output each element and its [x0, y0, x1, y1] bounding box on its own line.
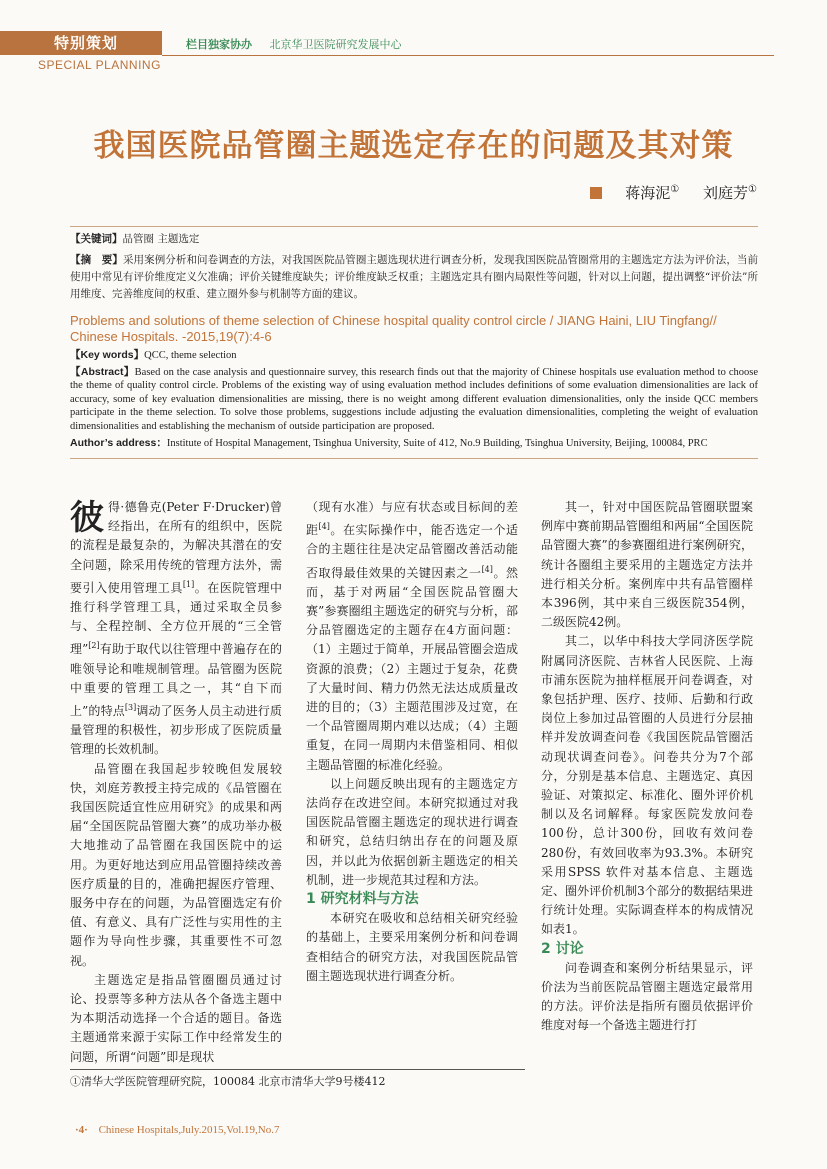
- page-number: ·4·: [75, 1124, 88, 1136]
- paragraph: 以上问题反映出现有的主题选定方法尚存在改进空间。本研究拟通过对我国医院品管圈主题选定的现状进行调查和研究，总结归纳出存在的问题及原因，并以此为依据创新主题选定的相关机制，进一步规范其过程和方法。: [306, 776, 518, 887]
- section-label-en: SPECIAL PLANNING: [38, 58, 161, 72]
- english-citation: Problems and solutions of theme selection of Chinese hospital quality control circle / JIANG Haini, LIU Tingfang// Chinese Hospitals. -2015,19(7):4-6: [70, 313, 717, 344]
- paragraph: 其二，以华中科技大学同济医学院附属同济医院、吉林省人民医院、上海市浦东医院为抽样框展开问卷调查，对象包括护理、医疗、技师、后勤和行政岗位上参加过品管圈的人员进行分层抽样并发放调查问卷《我国医院品管圈活动现状调查问卷》。问卷共分为7个部分，分别是基本信息、主题选定、真因验证、对策拟定、标准化、圈外评价机制以及名词解释。每家医院发放问卷100份，总计300份，回收有效问卷280份，有效回收率为93.3%。本研究采用SPSS 软件对基本信息、主题选定、圈外评价机制3个部分的数据结果进行统计处理。实际调查样本的构成情况如表1。: [541, 634, 753, 937]
- article-title: 我国医院品管圈主题选定存在的问题及其对策: [93, 128, 734, 164]
- sponsor-org: 北京华卫医院研究发展中心: [269, 38, 402, 51]
- paragraph: （现有水准）与应有状态或目标间的差距[4]。在实际操作中，能否选定一个适合的主题往往是决定品管圈改善活动能否取得最佳效果的关键因素之一[4]。然而，基于对两届“全国医院品管圈大赛”参赛圈组主题选定的研究与分析，部分品管圈选定的主题存在4方面问题：（1）主题过于简单，开展品管圈会造成资源的浪费；（2）主题过于复杂，花费了大量时间、精力仍然无法达成质量改进的目的；（3）主题范围涉及过宽，在一个品管圈周期内难以达成；（4）主题重复，在同一周期内未借鉴相同、相似主题品管圈的标准化经验。: [306, 500, 518, 772]
- journal-info: Chinese Hospitals,July.2015,Vol.19,No.7: [98, 1124, 280, 1136]
- footnote: ①清华大学医院管理研究院，100084 北京市清华大学9号楼412: [70, 1075, 386, 1088]
- abstract-en: 【Abstract】Based on the case analysis and questionnaire survey, this research finds out that the majority of Chinese hospitals use evaluation method to choose the theme of quality control circle. Problems of the existing way of using evaluation method includes definitions of some evaluation dimensionalities are lack of accuracy, some of key evaluation dimensionalities are missing, there is no weight among different evaluation dimensionalities, only the inside QCC members participate in the theme selection. To solve those problems, suggestions include adjusting the evaluation dimensionalities, completing the weight of evaluation dimensionalities and establishing the mechanism of outside participation are proposed.: [70, 365, 758, 432]
- authors: [590, 182, 757, 203]
- divider: [70, 458, 758, 459]
- keywords-en: 【Key words】QCC, theme selection: [70, 349, 237, 361]
- author-name: 蒋海泥: [625, 184, 671, 202]
- paragraph: 主题选定是指品管圈圈员通过讨论、投票等多种方法从各个备选主题中为本期活动选择一个合适的题目。备选主题通常来源于实际工作中经常发生的问题，所谓“问题”即是现状: [70, 972, 282, 1064]
- footnote-rule: [70, 1069, 525, 1070]
- body-column-3: [541, 498, 753, 1036]
- paragraph: 问卷调查和案例分析结果显示，评价法为当前医院品管圈主题选定最常用的方法。评价法是指所有圈员依据评价维度对每一个备选主题进行打: [541, 960, 753, 1033]
- paragraph: 其一，针对中国医院品管圈联盟案例库中赛前期品管圈组和两届“全国医院品管圈大赛”的参赛圈组进行案例研究，统计各圈组主要采用的主题选定方法并进行相关分析。案例库中共有品管圈样本396例，其中来自三级医院354例，二级医院42例。: [541, 500, 753, 630]
- page-footer: [75, 1124, 280, 1136]
- section-tag: [0, 31, 162, 55]
- dropcap: 彼: [70, 498, 104, 538]
- body-column-2: [306, 498, 518, 986]
- sponsor-line: [186, 36, 402, 52]
- section-heading: 2 讨论: [541, 940, 584, 957]
- divider: [70, 226, 758, 227]
- author-affil-mark: ①: [670, 184, 680, 195]
- section-heading: 1 研究材料与方法: [306, 891, 419, 908]
- author-address: Author’s address：Institute of Hospital Management, Tsinghua University, Suite of 412, No.9 Building, Tsinghua University, Beijing, 100084, PRC: [70, 436, 708, 449]
- sponsor-label: 栏目独家协办: [186, 38, 252, 51]
- header-rule: [162, 55, 774, 56]
- body-column-1: [70, 498, 282, 1067]
- paragraph: 本研究在吸收和总结相关研究经验的基础上，主要采用案例分析和问卷调查相结合的研究方法，对我国医院品管圈主题选现状进行调查分析。: [306, 911, 518, 983]
- keywords-cn: 【关键词】品管圈 主题选定: [70, 233, 200, 245]
- author-marker-icon: [590, 187, 602, 199]
- abstract-box: [70, 226, 758, 459]
- paragraph: 彼得·德鲁克(Peter F·Drucker)曾经指出，在所有的组织中，医院的流程是最复杂的，为解决其潜在的安全问题，除采用传统的管理方法外，需要引入使用管理工具[1]。在医院管理中推行科学管理工具，通过采取全员参与、全程控制、全方位开展的“三全管理”[2]有助于取代以往管理中普遍存在的唯领导论和唯规制管理。品管圈为医院中重要的管理工具之一，其“自下而上”的特点[3]调动了医务人员主动进行质量管理的积极性，初步形成了医院质量管理的长效机制。: [70, 498, 282, 757]
- author-affil-mark: ①: [748, 184, 757, 195]
- abstract-cn: 【摘 要】采用案例分析和问卷调查的方法，对我国医院品管圈主题选现状进行调查分析，发现我国医院品管圈常用的主题选定方法为评价法，当前使用中常见有评价维度定义欠准确；评价关键维度缺失；评价维度缺乏权重；主题选定具有圈内局限性等问题，针对以上问题，提出调整“评价法”所用维度、完善维度间的权重、建立圈外参与机制等方面的建议。: [70, 254, 759, 300]
- section-label: 特别策划: [53, 34, 118, 52]
- paragraph: 品管圈在我国起步较晚但发展较快，刘庭芳教授主持完成的《品管圈在我国医院适宜性应用研究》的成果和两届“全国医院品管圈大赛”的成功举办极大地推动了品管圈在我国医院中的运用。为更好地达到应用品管圈持续改善医疗质量的目的，准确把握医疗管理、服务中存在的问题，为品管圈选定有价值、有意义、具有广泛性与实用性的主题作为导向性步骤，其重要性不可忽视。: [70, 761, 282, 968]
- author-name: 刘庭芳: [703, 184, 749, 202]
